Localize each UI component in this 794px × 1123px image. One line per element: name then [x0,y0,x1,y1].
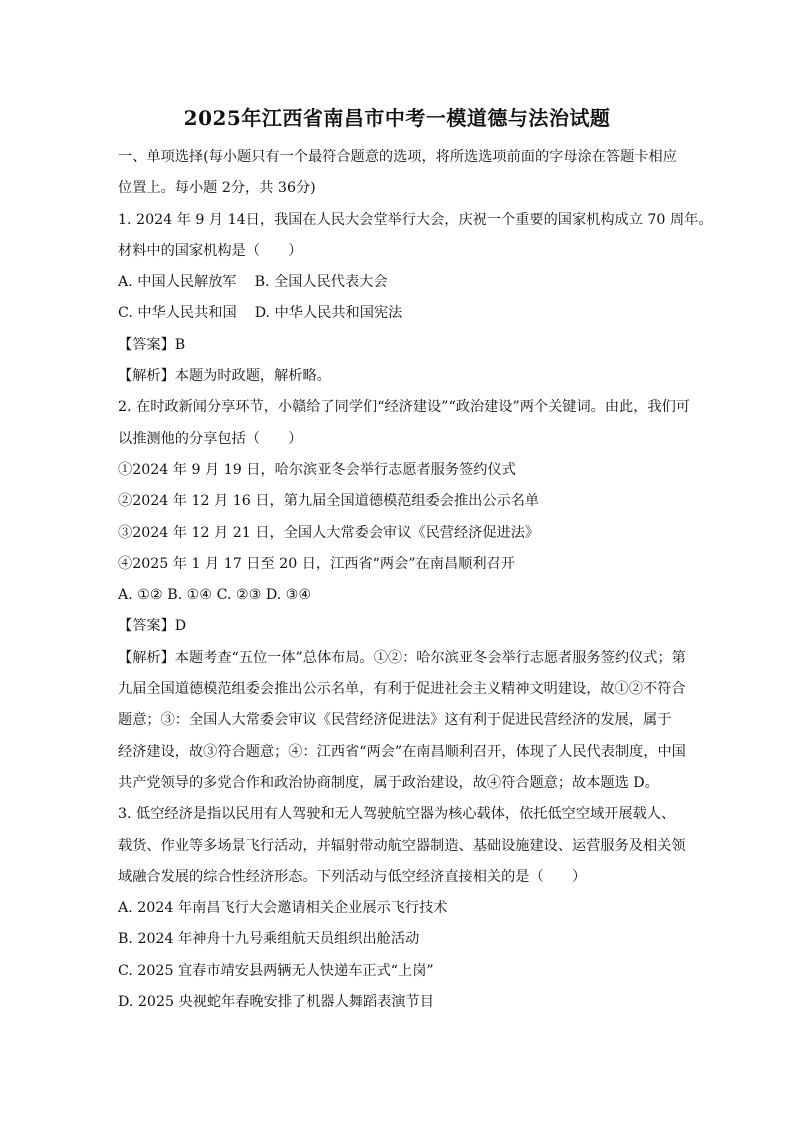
q1-option-c: C. 中华人民共和国 [118,305,237,322]
section-heading-line-1: 一、单项选择(每小题只有一个最符合题意的选项，将所选选项前面的字母涂在答题卡相应 [118,149,677,165]
q1-answer: 【答案】B [118,336,186,353]
q2-stem-line-1: 2. 在时政新闻分享环节，小赣给了同学们“经济建设”“政治建设”两个关键词。由此，我们可 [118,399,690,416]
q2-analysis-line-2: 九届全国道德模范组委会推出公示名单，有利于促进社会主义精神文明建设，故①②不符合 [118,681,686,698]
document-title: 2025年江西省南昌市中考一模道德与法治试题 [183,106,611,130]
q1-option-row-2 [118,298,692,329]
section-heading-line-2: 位置上。每小题 2分，共 36分) [118,180,316,197]
q2-analysis-line-3: 题意；③：全国人大常委会审议《民营经济促进法》这有利于促进民营经济的发展，属于 [118,712,672,729]
q2-statement-1: ①2024 年 9 月 19 日，哈尔滨亚冬会举行志愿者服务签约仪式 [118,461,516,478]
q3-stem-line-1: 3. 低空经济是指以民用有人驾驶和无人驾驶航空器为核心载体，依托低空空域开展载人、 [118,806,676,823]
q3-option-a: A. 2024 年南昌飞行大会邀请相关企业展示飞行技术 [118,900,448,917]
q1-option-row-1 [118,267,692,298]
q3-option-b: B. 2024 年神舟十九号乘组航天员组织出舱活动 [118,931,420,948]
document-body [118,142,713,1018]
q1-option-b: B. 全国人民代表大会 [254,274,388,291]
q1-stem-line-2: 材料中的国家机构是（ ） [118,242,303,259]
q1-stem-line-1: 1. 2024 年 9 月 14日，我国在人民大会堂举行大会，庆祝一个重要的国家机构成立 70 周年。 [118,211,713,228]
q2-stem-line-2: 以推测他的分享包括（ ） [118,430,303,447]
q1-option-d: D. 中华人民共和国宪法 [254,305,403,322]
q3-option-d: D. 2025 央视蛇年春晚安排了机器人舞蹈表演节目 [118,994,434,1011]
q2-analysis-line-1: 【解析】本题考查“五位一体”总体布局。①②：哈尔滨亚冬会举行志愿者服务签约仪式；第 [118,649,686,666]
q3-stem-line-2: 载货、作业等多场景飞行活动，并辐射带动航空器制造、基础设施建设、运营服务及相关领 [118,837,686,854]
q2-statement-4: ④2025 年 1 月 17 日至 20 日，江西省“两会”在南昌顺利召开 [118,555,515,572]
q3-option-c: C. 2025 宜春市靖安县两辆无人快递车正式“上岗” [118,962,434,979]
q2-statement-3: ③2024 年 12 月 21 日，全国人大常委会审议《民营经济促进法》 [118,524,540,541]
q1-option-a: A. 中国人民解放军 [118,274,237,291]
q1-analysis: 【解析】本题为时政题，解析略。 [118,368,331,385]
q2-options: A. ①② B. ①④ C. ②③ D. ③④ [118,587,312,604]
q2-statement-2: ②2024 年 12 月 16 日，第九届全国道德模范组委会推出公示名单 [118,493,540,510]
q2-analysis-line-5: 共产党领导的多党合作和政治协商制度，属于政治建设，故④符合题意；故本题选 D。 [118,774,659,791]
q2-answer: 【答案】D [118,618,187,635]
q2-analysis-line-4: 经济建设，故③符合题意；④：江西省“两会”在南昌顺利召开，体现了人民代表制度，中国 [118,743,686,760]
q3-stem-line-3: 域融合发展的综合性经济形态。下列活动与低空经济直接相关的是（ ） [118,868,587,885]
